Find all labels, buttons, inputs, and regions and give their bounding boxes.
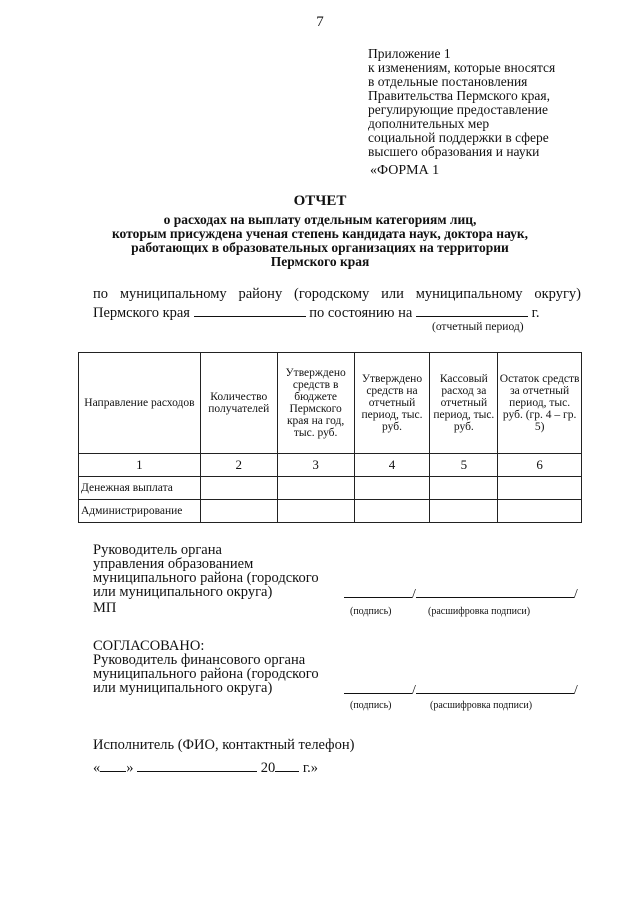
table-header-row	[79, 353, 582, 454]
year-prefix: 20	[260, 760, 276, 776]
column-number: 1	[79, 454, 201, 477]
table-cell[interactable]	[277, 500, 354, 523]
report-subtitle	[80, 213, 560, 269]
signature-blank[interactable]	[344, 681, 412, 694]
signature-line-1	[344, 585, 578, 603]
slash: /	[573, 683, 578, 698]
education-head-block	[93, 543, 319, 599]
header-balance: Остаток средств за отчетный период, тыс. руб. (гр. 4 – гр. 5)	[498, 353, 582, 454]
header-direction: Направление расходов	[79, 353, 201, 454]
sign-caption: (подпись)	[350, 700, 392, 711]
signer-line: или муниципального округа)	[93, 584, 273, 600]
signer-line: муниципального района (городского	[93, 666, 319, 682]
agreed-block	[93, 639, 319, 695]
agreed-heading: СОГЛАСОВАНО:	[93, 638, 205, 654]
table-cell[interactable]	[354, 500, 430, 523]
appendix-line: дополнительных мер	[368, 116, 490, 131]
signer-line: Руководитель органа	[93, 542, 222, 558]
subtitle-line: Пермского края	[270, 254, 370, 269]
table-row	[79, 477, 582, 500]
header-cash-expense: Кассовый расход за отчетный период, тыс. руб.	[430, 353, 498, 454]
month-blank[interactable]	[137, 759, 257, 772]
table-row	[79, 500, 582, 523]
appendix-line: Правительства Пермского края,	[368, 88, 550, 103]
header-recipients: Количество получателей	[200, 353, 277, 454]
date-line	[93, 759, 318, 777]
decode-caption: (расшифровка подписи)	[428, 606, 531, 617]
appendix-line: высшего образования и науки	[368, 144, 540, 159]
report-table	[78, 352, 582, 523]
column-number-row	[79, 454, 582, 477]
intro-year-suffix: г.	[531, 305, 540, 321]
signer-line: управления образованием	[93, 556, 254, 572]
table-cell[interactable]	[498, 500, 582, 523]
appendix-line: к изменениям, которые вносятся	[368, 60, 556, 75]
column-number: 4	[354, 454, 430, 477]
date-suffix: г.»	[302, 760, 319, 776]
table-cell[interactable]	[430, 500, 498, 523]
intro-line-2	[93, 304, 540, 322]
subtitle-line: о расходах на выплату отдельным категориям лиц,	[163, 212, 477, 227]
name-blank[interactable]	[416, 681, 574, 694]
name-blank[interactable]	[416, 585, 574, 598]
appendix-line: Приложение 1	[368, 46, 451, 61]
appendix-line: в отдельные постановления	[368, 74, 528, 89]
table-cell[interactable]	[430, 477, 498, 500]
report-title: ОТЧЕТ	[293, 193, 347, 209]
page-number: 7	[316, 14, 324, 30]
day-blank[interactable]	[100, 759, 126, 772]
seal-mark: МП	[93, 600, 117, 616]
signer-line: муниципального района (городского	[93, 570, 319, 586]
signature-line-2	[344, 681, 578, 699]
header-approved-year: Утверждено средств в бюджете Пермского края на год, тыс. руб.	[277, 353, 354, 454]
signature-blank[interactable]	[344, 585, 412, 598]
table-cell[interactable]	[498, 477, 582, 500]
intro-line-1: по муниципальному району (городскому или муниципальному округу)	[93, 286, 581, 302]
signer-line: Руководитель финансового органа	[93, 652, 306, 668]
date-blank[interactable]	[416, 304, 528, 317]
intro-region: Пермского края	[93, 305, 190, 321]
region-blank[interactable]	[194, 304, 306, 317]
header-approved-period: Утверждено средств на отчетный период, тыс. руб.	[354, 353, 430, 454]
column-number: 2	[200, 454, 277, 477]
signer-line: или муниципального округа)	[93, 680, 273, 696]
date-open-quote: «	[93, 760, 101, 776]
column-number: 5	[430, 454, 498, 477]
column-number: 3	[277, 454, 354, 477]
executor-line: Исполнитель (ФИО, контактный телефон)	[93, 737, 355, 753]
row-label: Администрирование	[79, 500, 201, 523]
table-cell[interactable]	[277, 477, 354, 500]
decode-caption: (расшифровка подписи)	[430, 700, 533, 711]
table-cell[interactable]	[200, 500, 277, 523]
intro-as-of: по состоянию на	[309, 305, 413, 321]
slash: /	[573, 587, 578, 602]
column-number: 6	[498, 454, 582, 477]
subtitle-line: работающих в образовательных организациях на территории	[131, 240, 509, 255]
form-label: «ФОРМА 1	[370, 163, 440, 178]
date-close-quote: »	[126, 760, 134, 776]
sign-caption: (подпись)	[350, 606, 392, 617]
appendix-line: регулирующие предоставление	[368, 102, 548, 117]
period-caption: (отчетный период)	[432, 321, 524, 333]
row-label: Денежная выплата	[79, 477, 201, 500]
appendix-line: социальной поддержки в сфере	[368, 130, 549, 145]
subtitle-line: которым присуждена ученая степень кандидата наук, доктора наук,	[111, 226, 529, 241]
year-blank[interactable]	[275, 759, 299, 772]
table-cell[interactable]	[354, 477, 430, 500]
table-cell[interactable]	[200, 477, 277, 500]
appendix-note	[368, 47, 618, 159]
slash: /	[412, 683, 416, 698]
slash: /	[412, 587, 416, 602]
